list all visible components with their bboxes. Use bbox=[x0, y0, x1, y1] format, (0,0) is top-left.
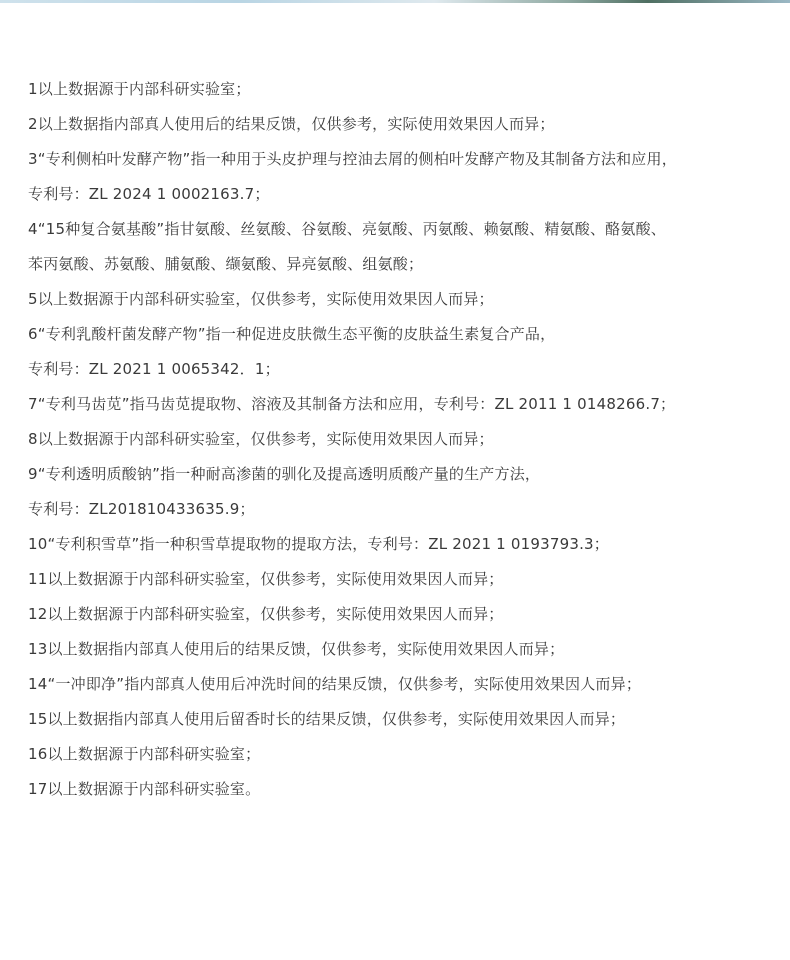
footnote-line: 1以上数据源于内部科研实验室； bbox=[28, 80, 251, 98]
footnote-line: 14“一冲即净”指内部真人使用后冲洗时间的结果反馈，仅供参考，实际使用效果因人而异； bbox=[28, 675, 642, 693]
footnote-line: 7“专利马齿苋”指马齿苋提取物、溶液及其制备方法和应用，专利号：ZL 2011 1 0148266.7； bbox=[28, 395, 676, 413]
footnote-line: 16以上数据源于内部科研实验室； bbox=[28, 745, 261, 763]
footnote-line: 15以上数据指内部真人使用后留香时长的结果反馈，仅供参考，实际使用效果因人而异； bbox=[28, 710, 626, 728]
footnote-line: 17以上数据源于内部科研实验室。 bbox=[28, 780, 261, 798]
footnote-line: 苯丙氨酸、苏氨酸、脯氨酸、缬氨酸、异亮氨酸、组氨酸； bbox=[28, 255, 424, 273]
footnote-line: 8以上数据源于内部科研实验室，仅供参考，实际使用效果因人而异； bbox=[28, 430, 494, 448]
footnote-line: 6“专利乳酸杆菌发酵产物”指一种促进皮肤微生态平衡的皮肤益生素复合产品， bbox=[28, 325, 556, 343]
footnote-line: 4“15种复合氨基酸”指甘氨酸、丝氨酸、谷氨酸、亮氨酸、丙氨酸、赖氨酸、精氨酸、酪氨酸、 bbox=[28, 220, 666, 238]
top-banner-strip bbox=[0, 0, 790, 3]
footnote-line: 9“专利透明质酸钠”指一种耐高渗菌的驯化及提高透明质酸产量的生产方法， bbox=[28, 465, 541, 483]
footnote-line: 11以上数据源于内部科研实验室，仅供参考，实际使用效果因人而异； bbox=[28, 570, 504, 588]
footnotes-list bbox=[28, 72, 778, 807]
footnote-line: 2以上数据指内部真人使用后的结果反馈，仅供参考，实际使用效果因人而异； bbox=[28, 115, 555, 133]
footnote-line: 3“专利侧柏叶发酵产物”指一种用于头皮护理与控油去屑的侧柏叶发酵产物及其制备方法和应用， bbox=[28, 150, 677, 168]
footnote-line: 10“专利积雪草”指一种积雪草提取物的提取方法，专利号：ZL 2021 1 0193793.3； bbox=[28, 535, 610, 553]
footnote-line: 专利号：ZL 2024 1 0002163.7； bbox=[28, 185, 270, 203]
footnote-line: 5以上数据源于内部科研实验室，仅供参考，实际使用效果因人而异； bbox=[28, 290, 494, 308]
footnote-line: 12以上数据源于内部科研实验室，仅供参考，实际使用效果因人而异； bbox=[28, 605, 504, 623]
footnote-line: 13以上数据指内部真人使用后的结果反馈，仅供参考，实际使用效果因人而异； bbox=[28, 640, 565, 658]
footnote-line: 专利号：ZL201810433635.9； bbox=[28, 500, 255, 518]
footnote-line: 专利号：ZL 2021 1 0065342．1； bbox=[28, 360, 280, 378]
